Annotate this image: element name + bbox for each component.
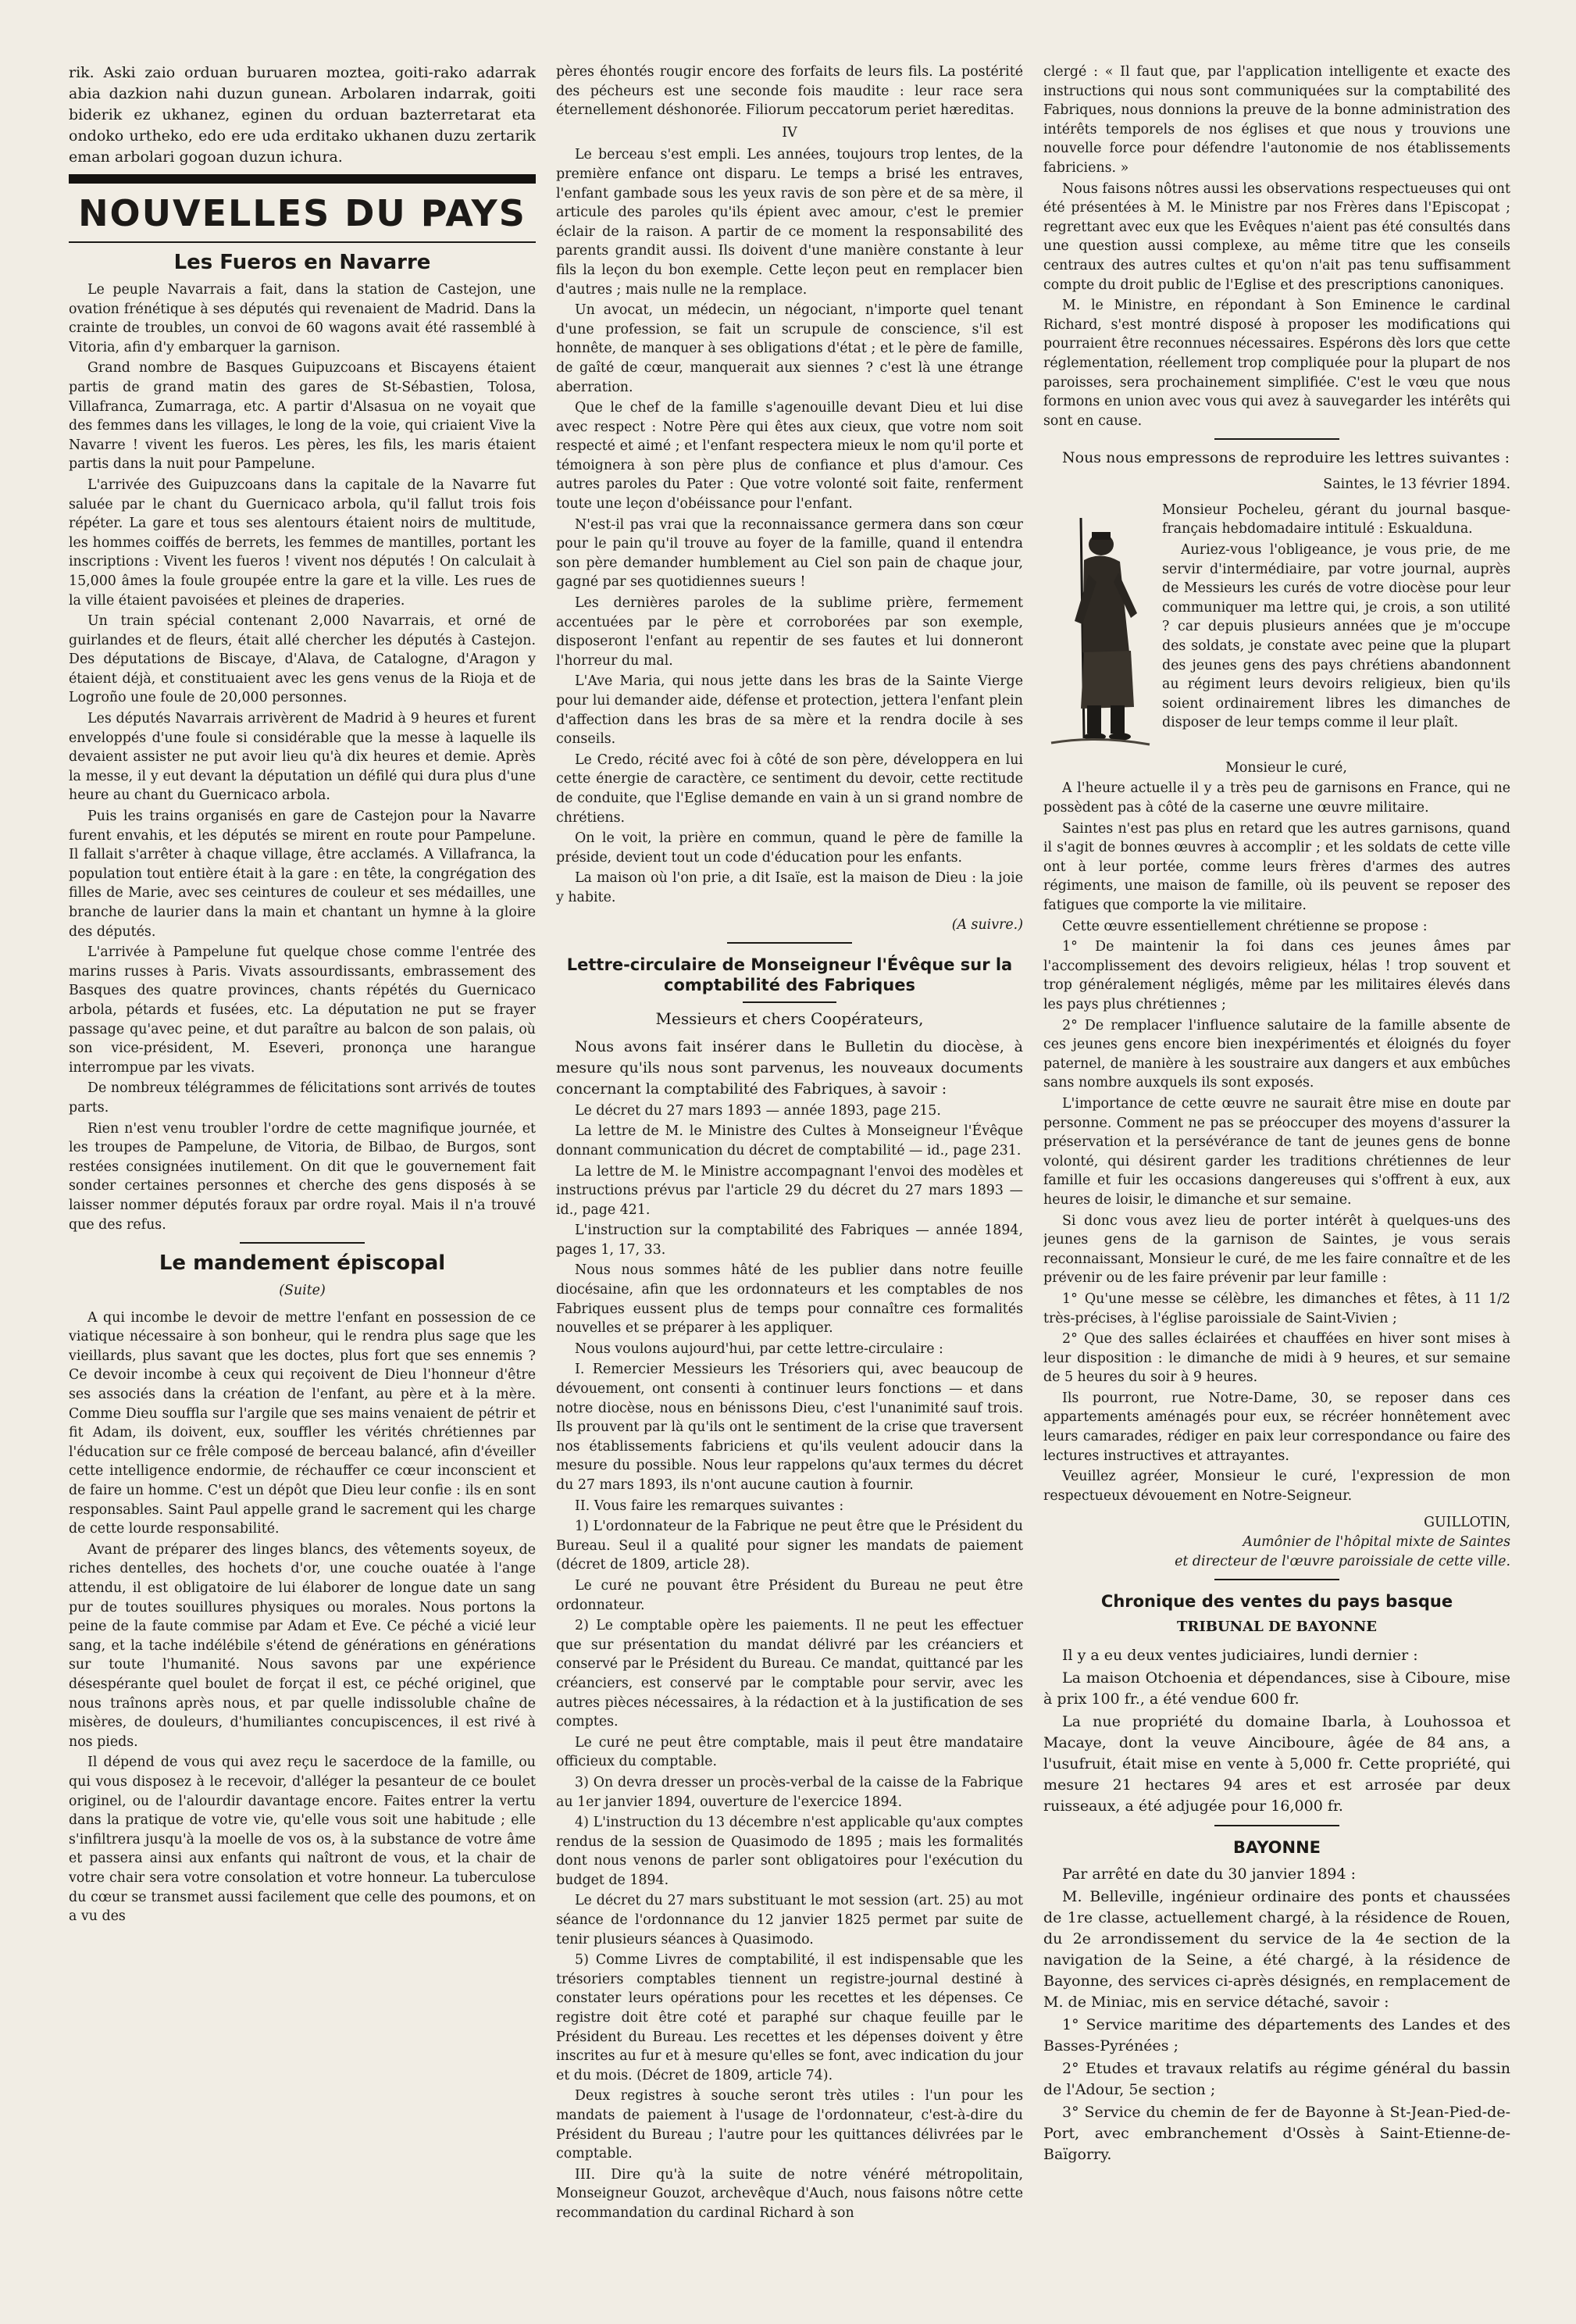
- paragraph: L'arrivée des Guipuzcoans dans la capitale de la Navarre fut saluée par le chant du Guernicaco arbola, qu'il fallut trois fois répéter. La gare et tous ses alentours étaient noirs de multitude, les hommes coiffés de berrets, les femmes de mantilles, portant les inscriptions : Vivent les fueros ! vivent nos députés ! On calculait à 15,000 âmes la foule groupée entre la gare et la ville. Les rues de la ville étaient pavoisées et pleines de draperies.: [69, 477, 536, 609]
- paragraph: 1) L'ordonnateur de la Fabrique ne peut être que le Président du Bureau. Seul il a qualité pour signer les mandats de paiement (décret de 1809, article 28).: [556, 1519, 1023, 1573]
- paragraph: Nous faisons nôtres aussi les observations respectueuses qui ont été présentées à M. le Ministre par nos Frères dans l'Episcopat ; regrettant avec eux que les Evêques n'aient pas été consultés dans une question aussi complexe, au même titre que les conseils centraux des autres cultes et qu'on n'ait pas tenu suffisamment compte du droit public de l'Eglise et des prescriptions canoniques.: [1043, 180, 1510, 293]
- newspaper-page: [69, 62, 1537, 2297]
- section-number: IV: [782, 124, 797, 141]
- paragraph: Ils pourront, rue Notre-Dame, 30, se reposer dans ces appartements aménagés pour eux, se récréer honnêtement avec leurs camarades, rédiger en paix leur correspondance ou faire des lectures instructives et attrayantes.: [1043, 1390, 1510, 1464]
- section-bar: [69, 174, 536, 184]
- paragraph: Le décret du 27 mars substituant le mot session (art. 25) au mot séance de l'ordonnance du 12 janvier 1825 permet par suite de tenir plusieurs séances à Quasimodo.: [556, 1893, 1023, 1947]
- paragraph: 3° Service du chemin de fer de Bayonne à St-Jean-Pied-de-Port, avec embranchement d'Ossès à Saint-Etienne-de-Baïgorry.: [1043, 2103, 1510, 2163]
- article-title-lettre: Lettre-circulaire de Monseigneur l'Évêque sur la comptabilité des Fabriques: [566, 955, 1013, 995]
- paragraph: La lettre de M. le Ministre des Cultes à Monseigneur l'Évêque donnant communication du décret de comptabilité — id., page 231.: [556, 1123, 1023, 1158]
- paragraph: N'est-il pas vrai que la reconnaissance germera dans son cœur pour le pain qu'il trouve au foyer de la famille, quand il entendra son père demander humblement au Ciel son pain de chaque jour, gagné par ses quotidiennes sueurs !: [556, 516, 1023, 591]
- paragraph: Le décret du 27 mars 1893 — année 1893, page 215.: [575, 1102, 941, 1119]
- separator: [1214, 1579, 1339, 1580]
- article-title-fueros: Les Fueros en Navarre: [173, 251, 431, 274]
- paragraph: 3) On devra dresser un procès-verbal de la caisse de la Fabrique au 1er janvier 1894, ouverture de l'exercice 1894.: [556, 1774, 1023, 1810]
- paragraph: Il dépend de vous qui avez reçu le sacerdoce de la famille, ou qui vous disposez à le recevoir, d'alléger la pesanteur de ce boulet originel, ou de l'alourdir davantage encore. Faites entrer la vertu dans la pratique de votre vie, qu'elle vous soit une habitude ; elle s'infiltrera jusqu'à la moelle de vos os, à la substance de votre âme et passera ainsi aux enfants qui naîtront de vous, et la chair de votre chair sera votre consolation et votre honneur. La tuberculose du cœur se transmet aussi facilement que celle des poumons, et on a vu des: [69, 1755, 536, 1925]
- paragraph: 1° Service maritime des départements des Landes et des Basses-Pyrénées ;: [1043, 2015, 1510, 2054]
- paragraph: L'arrivée à Pampelune fut quelque chose comme l'entrée des marins russes à Paris. Vivats assourdissants, embrassement des Basques des quatre provinces, chants répétés du Guernicaco arbola, pétards et fusées, etc. La députation ne put se frayer passage qu'avec peine, et dut paraître au balcon de son palais, où son vice-président, M. Eseveri, prononça une harangue interrompue par les vivats.: [69, 944, 536, 1076]
- signature-name: GUILLOTIN,: [1424, 1515, 1510, 1531]
- paragraph: Veuillez agréer, Monsieur le curé, l'expression de mon respectueux dévouement en Notre-Seigneur.: [1043, 1469, 1510, 1504]
- column-2: [556, 62, 1023, 2297]
- paragraph: Le curé ne peut être comptable, mais il peut être mandataire officieux du comptable.: [556, 1734, 1023, 1770]
- paragraph: Nous nous sommes hâté de les publier dans notre feuille diocésaine, afin que les ordonnateurs et les comptables de nos Fabriques eussent plus de temps pour connaître ces formalités nouvelles et se préparer à les appliquer.: [556, 1262, 1023, 1337]
- paragraph: Grand nombre de Basques Guipuzcoans et Biscayens étaient partis de grand matin des gares de St-Sébastien, Tolosa, Villafranca, Zumarraga, etc. A partir d'Alsasua on ne voyait que des femmes dans les villages, le long de la voie, qui criaient Vive la Navarre ! vivent les fueros. Les pères, les fils, les maris étaient partis dans la nuit pour Pampelune.: [69, 360, 536, 473]
- paragraph: Si donc vous avez lieu de porter intérêt à quelques-uns des jeunes gens de la garnison de Saintes, je vous serais reconnaissant, Monsieur le curé, de me les faire connaître et de les prévenir ou de les faire prévenir par leur famille :: [1043, 1212, 1510, 1287]
- article-title-bayonne: BAYONNE: [1232, 1837, 1321, 1857]
- paragraph: L'importance de cette œuvre ne saurait être mise en doute par personne. Comment ne pas se préoccuper des moyens d'assurer la préservation et la persévérance de tant de jeunes gens de bonne volonté, qui désirent garder les traditions chrétiennes de leur famille et fuir les occasions dangereuses qui s'offrent à eux, aux heures de loisir, le dimanche et sur semaine.: [1043, 1095, 1510, 1208]
- paragraph: Deux registres à souche seront très utiles : l'un pour les mandats de paiement à l'usage de l'ordonnateur, c'est-à-dire du Président du Bureau ; l'autre pour les quittances délivrées par le comptable.: [556, 2088, 1023, 2162]
- signature-title: et directeur de l'œuvre paroissiale de cette ville.: [1175, 1553, 1510, 1569]
- paragraph: M. Belleville, ingénieur ordinaire des ponts et chaussées de 1re classe, actuellement chargé, à la résidence de Rouen, du 2e arrondissement du service de la 4e section de la navigation de la Seine, a été chargé, à la résidence de Bayonne, des services ci-après désignés, en remplacement de M. de Miniac, mis en service détaché, savoir :: [1043, 1887, 1510, 2011]
- subsection-title: TRIBUNAL DE BAYONNE: [1176, 1619, 1378, 1636]
- header-rule: [69, 241, 536, 243]
- paragraph: La maison où l'on prie, a dit Isaïe, est la maison de Dieu : la joie y habite.: [556, 870, 1023, 905]
- paragraph: pères éhontés rougir encore des forfaits de leurs fils. La postérité des pécheurs est une seconde fois maudite : leur race sera éternellement déshonorée. Filiorum peccatorum periet hæreditas.: [556, 64, 1023, 119]
- paragraph: Auriez-vous l'obligeance, je vous prie, de me servir d'intermédiaire, par votre journal, auprès de Messieurs les curés de votre diocèse pour leur communiquer ma lettre qui, je crois, a son utilité ? car depuis plusieurs années que je m'occupe des soldats, je constate avec peine que la plupart des jeunes gens des pays chrétiens abandonnent au régiment leurs devoirs religieux, bien qu'ils soient ordinairement libres les dimanches de disposer de leur temps comme il leur plaît.: [1162, 542, 1510, 731]
- paragraph: II. Vous faire les remarques suivantes :: [575, 1498, 844, 1514]
- separator: [727, 942, 852, 944]
- paragraph: La nue propriété du domaine Ibarla, à Louhossoa et Macaye, dont la veuve Ainciboure, âgée de 84 ans, a l'usufruit, était mise en vente à 5,000 fr. Cette propriété, qui mesure 21 hectares 94 ares et est arrosée par deux ruisseaux, a été adjugée pour 16,000 fr.: [1043, 1712, 1510, 1815]
- paragraph: III. Dire qu'à la suite de notre vénéré métropolitain, Monseigneur Gouzot, archevêque d'Auch, nous faisons nôtre cette recommandation du cardinal Richard à son: [556, 2166, 1023, 2221]
- article-title-mandement: Le mandement épiscopal: [159, 1251, 446, 1276]
- paragraph: Que le chef de la famille s'agenouille devant Dieu et lui dise avec respect : Notre Père qui êtes aux cieux, que votre nom soit respecté et aimé ; et l'enfant respectera mieux le nom qu'il porte et témoignera à son père plus de confiance et plus d'amour. Ces autres paroles du Pater : Que votre volonté soit faite, renferment toute une leçon d'obéissance pour l'enfant.: [556, 400, 1023, 512]
- paragraph: Un avocat, un médecin, un négociant, n'importe quel tenant d'une profession, se fait un scrupule de conscience, s'il est honnête, de manquer à ses obligations d'état ; et le père de famille, de gaîté de cœur, manquerait aux siennes ? c'est là une étrange aberration.: [556, 302, 1023, 395]
- signature-title: Aumônier de l'hôpital mixte de Saintes: [1243, 1534, 1510, 1551]
- paragraph: 2° Que des salles éclairées et chauffées en hiver sont mises à leur disposition : le dimanche de midi à 9 heures, et sur semaine de 5 heures du soir à 9 heures.: [1043, 1331, 1510, 1386]
- basque-article-ending: rik. Aski zaio orduan buruaren moztea, goiti-rako adarrak abia dazkion nahi duzun gunean. Arbolaren indarrak, goiti biderik ez ukhanez, eginen du orduan bazterretarat eta ondoko urtheko, edo ere uda erditako ukhanen duzu zertarik eman arbolari gogoan duzun ichura.: [69, 64, 536, 166]
- paragraph: De nombreux télégrammes de félicitations sont arrivés de toutes parts.: [69, 1080, 536, 1116]
- paragraph: Le Credo, récité avec foi à côté de son père, développera en lui cette énergie de caractère, ce sentiment du devoir, cette rectitude de conduite, que l'Eglise demande en vain à un si grand nombre de chrétiens.: [556, 751, 1023, 826]
- paragraph: 4) L'instruction du 13 décembre n'est applicable qu'aux comptes rendus de la session de Quasimodo de 1895 ; mais les formalités dont nous venons de parler sont obligatoires pour l'exécution du budget de 1894.: [556, 1815, 1023, 1888]
- section-header: NOUVELLES DU PAYS: [78, 192, 526, 234]
- paragraph: 1° Qu'une messe se célèbre, les dimanches et fêtes, à 11 1/2 très-précises, à l'église paroissiale de Saint-Vivien ;: [1043, 1291, 1510, 1326]
- salutation: Messieurs et chers Coopérateurs,: [655, 1009, 924, 1029]
- paragraph: La lettre de M. le Ministre accompagnant l'envoi des modèles et instructions prévus par l'article 29 du décret du 27 mars 1893 — id., page 421.: [556, 1163, 1023, 1218]
- paragraph: Cette œuvre essentiellement chrétienne se propose :: [1062, 918, 1428, 934]
- separator: [1214, 1825, 1339, 1826]
- letter-date: Saintes, le 13 février 1894.: [1323, 477, 1510, 493]
- paragraph: Les dernières paroles de la sublime prière, fermement accentuées par le père et corroborées par son exemple, disposeront l'enfant au repentir de ses fautes et lui donneront l'horreur du mal.: [556, 595, 1023, 669]
- continued-note: (A suivre.): [951, 916, 1023, 933]
- letter-salutation: Monsieur le curé,: [1225, 759, 1347, 776]
- paragraph: Par arrêté en date du 30 janvier 1894 :: [1062, 1865, 1357, 1883]
- paragraph: Le berceau s'est empli. Les années, toujours trop lentes, de la première enfance ont disparu. Le temps a brisé les entraves, l'enfant gambade sous les yeux ravis de son père et de sa mère, il articule des paroles qu'ils épient avec amour, c'est le premier éclair de la raison. A partir de ce moment la responsabilité des parents grandit aussi. Ils doivent d'une manière constante à leur fils la leçon du bon exemple. Cette leçon peut en remplacer bien d'autres ; mais nulle ne la remplace.: [556, 147, 1023, 298]
- paragraph: Rien n'est venu troubler l'ordre de cette magnifique journée, et les troupes de Pampelune, de Vitoria, de Bilbao, de Burgos, sont restées consignées inutilement. On dit que le gouvernement fait sonder certaines personnes et cherche des gens disposés à se laisser nommer députés foraux par ordre royal. Mais il n'a trouvé que des refus.: [69, 1120, 536, 1233]
- paragraph: Les députés Navarrais arrivèrent de Madrid à 9 heures et furent enveloppés d'une foule si considérable que la messe à laquelle ils devaient assister ne put avoir lieu qu'à dix heures et demie. Après la messe, il y eut devant la députation un défilé qui dura plus d'une heure au chant du Guernicaco arbola.: [69, 711, 536, 804]
- paragraph: Saintes n'est pas plus en retard que les autres garnisons, quand il s'agit de bonnes œuvres à accomplir ; et les soldats de cette ville ont à leur portée, comme leurs frères d'armes des autres régiments, une maison de famille, où ils peuvent se reposer des fatigues que comporte la vie militaire.: [1043, 820, 1510, 914]
- paragraph: Nous voulons aujourd'hui, par cette lettre-circulaire :: [575, 1340, 943, 1357]
- paragraph: On le voit, la prière en commun, quand le père de famille la préside, devient tout un code d'éducation pour les enfants.: [556, 830, 1023, 866]
- paragraph: I. Remercier Messieurs les Trésoriers qui, avec beaucoup de dévouement, ont consenti à continuer leurs fonctions — et dans notre diocèse, nous en bénissons Dieu, c'est l'unanimité sauf trois. Ils prouvent par là qu'ils ont le sentiment de la crise que traversent nos établissements fabriciens et qu'ils veulent adoucir dans la mesure du possible. Nous leur rappelons qu'aux termes du décret du 27 mars 1893, ils n'ont aucune caution à fournir.: [556, 1362, 1023, 1493]
- paragraph: clergé : « Il faut que, par l'application intelligente et exacte des instructions qui nous sont communiquées sur la comptabilité des Fabriques, nous donnions la preuve de la bonne administration des intérêts temporels de nos églises et que nous y trouvions une nouvelle force pour défendre l'autonomie de nos établissements fabriciens. »: [1043, 64, 1510, 176]
- article-title-chronique: Chronique des ventes du pays basque: [1100, 1592, 1453, 1612]
- soldier-illustration: [1043, 504, 1153, 754]
- paragraph: M. le Ministre, en répondant à Son Eminence le cardinal Richard, s'est montré disposé à proposer les modifications qui pourraient être reconnues nécessaires. Espérons dès lors que cette réglementation, réellement trop compliquée pour la plupart de nos paroisses, sera prochainement simplifiée. C'est le vœu que nous formons en union avec vous qui avez à sauvegarder les intérêts qui sont en cause.: [1043, 298, 1510, 429]
- paragraph: Monsieur Pocheleu, gérant du journal basque-français hebdomadaire intitulé : Eskualduna.: [1162, 502, 1510, 537]
- paragraph: 5) Comme Livres de comptabilité, il est indispensable que les trésoriers comptables tiennent un registre-journal destiné à constater leurs opérations pour les recettes et les dépenses. Ce registre doit être coté et paraphé sur chaque feuille par le Président du Bureau. Les recettes et les dépenses doivent y être inscrites au fur et à mesure qu'elles se font, avec indication du jour et du mois. (Décret de 1809, article 74).: [556, 1952, 1023, 2083]
- paragraph: 1° De maintenir la foi dans ces jeunes âmes par l'accomplissement des devoirs religieux, hélas ! trop souvent et trop généralement négligés, même par les militaires élevés dans les pays plus chrétiennes ;: [1043, 939, 1510, 1012]
- column-1: [69, 62, 536, 2297]
- paragraph: Puis les trains organisés en gare de Castejon pour la Navarre furent envahis, et les députés se mirent en route pour Pampelune. Il fallait s'arrêter à chaque village, être acclamés. A Villafranca, la population tout entière était à la gare : en tête, la congrégation des filles de Marie, avec ses ceintures de couleur et ses médailles, une branche de laurier dans la main et chantant un hymne à la gloire des députés.: [69, 809, 536, 940]
- article-subtitle: (Suite): [279, 1283, 326, 1299]
- paragraph: La maison Otchoenia et dépendances, sise à Ciboure, mise à prix 100 fr., a été vendue 600 fr.: [1043, 1669, 1510, 1708]
- paragraph: Il y a eu deux ventes judiciaires, lundi dernier :: [1062, 1646, 1418, 1664]
- paragraph: L'instruction sur la comptabilité des Fabriques — année 1894, pages 1, 17, 33.: [556, 1223, 1023, 1258]
- paragraph: Nous avons fait insérer dans le Bulletin du diocèse, à mesure qu'ils nous sont parvenus, les nouveaux documents concernant la comptabilité des Fabriques, à savoir :: [556, 1037, 1023, 1098]
- paragraph: Avant de préparer des linges blancs, des vêtements soyeux, de riches dentelles, des hochets d'or, une couche ouatée à l'ange attendu, il est obligatoire de lui élaborer de longue date un sang pur de toutes souillures physiques ou morales. Nous portons la peine de la faute commise par Adam et Eve. Ce péché a vicié leur sang, et la tache indélébile s'étend de générations en générations sur toute l'humanité. Nous savons par une expérience désespérante quel boulet de forçat il est, ce péché originel, que nous traînons après nous, et par quelle indissoluble chaîne de misères, de douleurs, d'humiliantes concupiscences, il est rivé à nos pieds.: [69, 1541, 536, 1750]
- column-3: [1043, 62, 1510, 2297]
- signature-block: [1043, 1513, 1510, 1571]
- paragraph: Le peuple Navarrais a fait, dans la station de Castejon, une ovation frénétique à ses députés qui revenaient de Madrid. Dans la crainte de troubles, un convoi de 60 wagons avait été rassemblé à Vitoria, afin d'y embarquer la garnison.: [69, 282, 536, 355]
- paragraph: Un train spécial contenant 2,000 Navarrais, et orné de guirlandes et de fleurs, était allé chercher les députés à Castejon. Des députations de Biscaye, d'Alava, de Catalogne, d'Aragon y étaient déjà, et constituaient avec les gens venus de la Rioja et de Logroño une foule de 20,000 personnes.: [69, 613, 536, 706]
- paragraph: A l'heure actuelle il y a très peu de garnisons en France, qui ne possèdent pas à côté de la caserne une œuvre militaire.: [1043, 780, 1510, 816]
- paragraph: A qui incombe le devoir de mettre l'enfant en possession de ce viatique nécessaire à son bonheur, qui le rendra plus sage que les vieillards, plus savant que les doctes, plus fort que ses ennemis ? Ce devoir incombe à ceux qui reçoivent de Dieu l'honneur d'être ses associés dans la création de l'enfant, au père et à la mère. Comme Dieu souffla sur l'argile que ses mains venaient de pétrir et fit Adam, ils doivent, eux, souffler les vérités chrétiennes par l'éducation sur ce frêle composé de berceau balancé, afin d'éveiller cette intelligence endormie, de réchauffer ce cœur inconscient et de faire un homme. C'est un dépôt que Dieu leur confie : ils en sont responsables. Saint Paul appelle grand le sacrement qui les charge de cette lourde responsabilité.: [69, 1309, 536, 1537]
- paragraph: Nous nous empressons de reproduire les lettres suivantes :: [1062, 449, 1510, 467]
- soldier-icon: [1043, 504, 1153, 754]
- paragraph: 2) Le comptable opère les paiements. Il ne peut les effectuer que sur présentation du mandat délivré par les créanciers et conservé par le Président du Bureau. Ce mandat, quittancé par les créanciers, est conservé par le comptable pour servir, avec les autres pièces nécessaires, à la rédaction et à la justification de ses comptes.: [556, 1618, 1023, 1730]
- title-rule: [743, 1001, 836, 1003]
- paragraph: Le curé ne pouvant être Président du Bureau ne peut être ordonnateur.: [556, 1577, 1023, 1613]
- paragraph: 2° De remplacer l'influence salutaire de la famille absente de ces jeunes gens encore bien inexpérimentés et éloignés du foyer paternel, de manière à les soustraire aux dangers et aux embûches sans nombre auxquels ils sont exposés.: [1043, 1017, 1510, 1091]
- separator: [1214, 438, 1339, 440]
- separator: [240, 1242, 365, 1244]
- paragraph: 2° Etudes et travaux relatifs au régime général du bassin de l'Adour, 5e section ;: [1043, 2059, 1510, 2098]
- paragraph: L'Ave Maria, qui nous jette dans les bras de la Sainte Vierge pour lui demander aide, défense et protection, jettera l'enfant plein d'affection dans les bras de sa mère et la rendra docile à ses conseils.: [556, 673, 1023, 748]
